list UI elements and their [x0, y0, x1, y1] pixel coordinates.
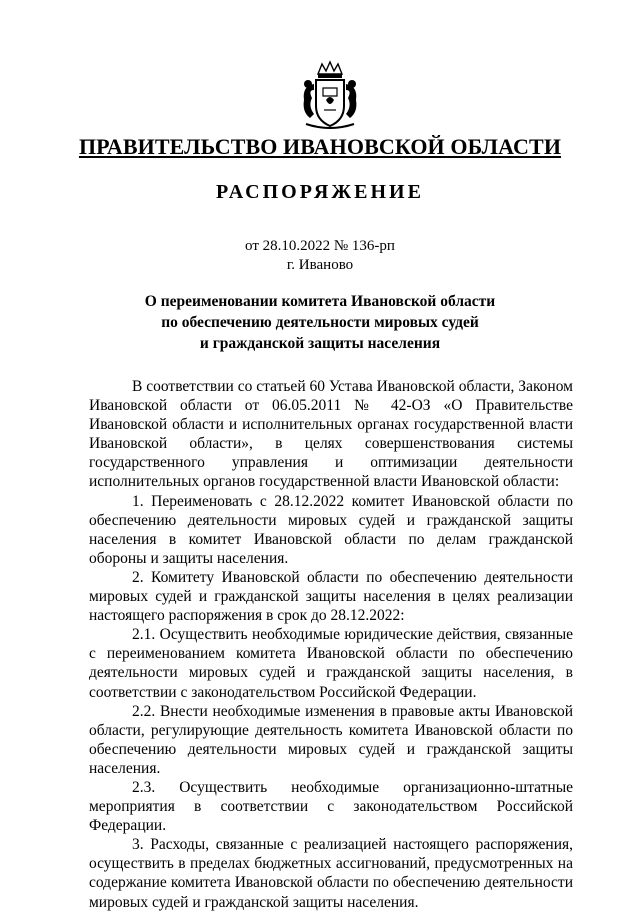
preamble-paragraph: В соответствии со статьей 60 Устава Ивановской области, Законом Ивановской области от 06.05.2011 № 42-ОЗ «О Правительстве Ивановской области и исполнительных органах государственной власти Ивановской области», в целях совершенствования системы государственного управления и оптимизации деятельности исполнительных органов государственной власти Ивановской области:	[89, 378, 573, 491]
subject-line: О переименовании комитета Ивановской области	[144, 293, 496, 310]
clause-1: 1. Переименовать с 28.12.2022 комитет Ивановской области по обеспечению деятельности мировых судей и гражданской защиты населения в комитет Ивановской области по делам гражданской обороны и защиты населения.	[89, 492, 573, 567]
city: г. Иваново	[286, 257, 354, 273]
date-block	[0, 237, 640, 275]
clause-2: 2. Комитету Ивановской области по обеспечению деятельности мировых судей и гражданской защиты населения в целях реализации настоящего распоряжения в срок до 28.12.2022:	[89, 568, 573, 625]
date-number: от 28.10.2022 № 136-рп	[245, 238, 395, 254]
document-body	[89, 377, 573, 912]
subject-line: и гражданской защиты населения	[199, 335, 441, 352]
clause-3: 3. Расходы, связанные с реализацией настоящего распоряжения, осуществить в пределах бюджетных ассигнований, предусмотренных на содержание комитета Ивановской области по обеспечению деятельности мировых судей и гражданской защиты населения.	[89, 836, 573, 911]
clause-2-2: 2.2. Внести необходимые изменения в правовые акты Ивановской области, регулирующие деятельность комитета Ивановской области по обеспечению деятельности мировых судей и гражданской защиты населения.	[89, 702, 573, 777]
coat-of-arms-emblem	[296, 60, 364, 132]
document-subject	[0, 291, 640, 354]
organization-title: ПРАВИТЕЛЬСТВО ИВАНОВСКОЙ ОБЛАСТИ	[78, 134, 562, 159]
clause-2-1: 2.1. Осуществить необходимые юридические действия, связанные с переименованием комитета Ивановской области по обеспечению деятельности мировых судей и гражданской защиты населения, в соответствии с законодательством Российской Федерации.	[89, 626, 573, 701]
subject-line: по обеспечению деятельности мировых судей	[161, 314, 479, 331]
clause-2-3: 2.3. Осуществить необходимые организационно-штатные мероприятия в соответствии с законодательством Российской Федерации.	[89, 778, 573, 835]
document-type: РАСПОРЯЖЕНИЕ	[216, 181, 424, 203]
